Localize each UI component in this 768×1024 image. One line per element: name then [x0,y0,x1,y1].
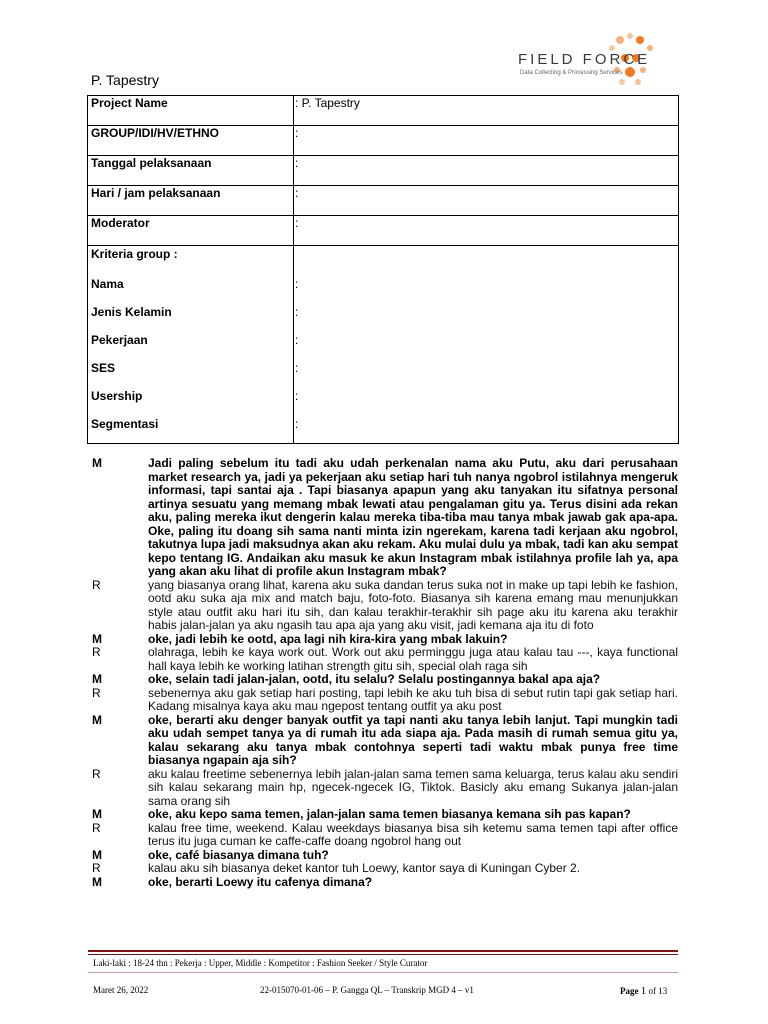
transcript-line [92,579,678,633]
speaker-label: R [92,577,101,592]
transcript-line [92,808,678,822]
transcript-line [92,687,678,714]
criteria-heading: Kriteria group : [91,247,178,261]
transcript-line [92,673,678,687]
transcript-line [92,646,678,673]
criteria-value: : [295,389,299,403]
info-label: Project Name [88,96,294,126]
company-logo [512,30,677,90]
transcript-line [92,768,678,809]
speaker-label: M [92,672,102,686]
utterance-text: Jadi paling sebelum itu tadi aku udah perkenalan nama aku Putu, aku dari perusahaan market research ya, jadi ya pekerjaan aku setiap hari tuh nanya ngobrol istilahnya mengeruk informasi, tapi santai aja . Tapi biasanya apapun yang aku tanyakan itu sifatnya personal artinya sesuatu yang memang mbak lewati atau pengalaman gitu ya. Terus disini ada rekan aku, paling mereka ikut dengerin kalau mereka tiba-tiba mau tanya mbak jawab gak apa-apa. Oke, paling itu doang sih sama nanti minta izin ngerekam, karena tadi kerjaan aku ngobrol, takutnya lupa jadi maksudnya akan aku rekam. Aku mulai dulu ya mbak, tadi kan aku sempat kepo tentang IG. Andaikan aku masuk ke akun Instagram mbak istilahnya profile lah ya, apa yang akan aku lihat di profile akun Instagram mbak? [148,456,678,578]
info-row [88,96,679,126]
project-info-table [87,95,679,444]
speaker-label: R [92,766,101,781]
utterance-text: oke, café biasanya dimana tuh? [148,847,329,862]
criteria-value: : [295,333,299,347]
utterance-text: sebenernya aku gak setiap hari posting, tapi lebih ke aku tuh bisa di sebut rutin tapi gak setiap hari. Kadang misalnya kaya aku mau ngepost tentang outfit ya aku post [148,685,678,713]
criteria-label: Usership [91,389,143,403]
info-row [88,126,679,156]
speaker-label: R [92,645,101,659]
criteria-row [88,246,679,444]
page-number: 1 [640,985,647,997]
utterance-text: kalau free time, weekend. Kalau weekdays biasanya bisa sih ketemu sama temen tapi after office terus itu juga cuman ke caffe-caffe doang ngobrol hang out [148,820,678,848]
speaker-label: M [92,456,102,470]
utterance-text: oke, aku kepo sama temen, jalan-jalan sama temen biasanya kemana sih pas kapan? [148,807,631,821]
utterance-text: oke, selain tadi jalan-jalan, ootd, itu selalu? Selalu postingannya bakal apa aja? [148,672,601,686]
transcript-line [92,822,678,849]
criteria-value: : [295,361,299,375]
utterance-text: oke, berarti Loewy itu cafenya dimana? [148,874,373,889]
info-row [88,156,679,186]
speaker-label: M [92,807,102,821]
info-value: : P. Tapestry [294,96,679,126]
transcript-line [92,876,678,890]
utterance-text: oke, jadi lebih ke ootd, apa lagi nih kira-kira yang mbak lakuin? [148,631,508,646]
transcript-line [92,457,678,579]
page-indicator [620,985,667,997]
info-label: Tanggal pelaksanaan [88,156,294,186]
utterance-text: kalau aku sih biasanya deket kantor tuh Loewy, kantor saya di Kuningan Cyber 2. [148,861,581,875]
utterance-text: yang biasanya orang lihat, karena aku suka dandan terus suka not in make up tapi lebih ke fashion, ootd aku suka aja mix and match baju, foto-foto. Biasanya sih karena emang mau menunjukkan style atau outfit aku hari itu sih, dan kalau terakhir-terakhir sih page aku itu karena aku terakhir habis jalan-jalan ya aku ngasih tau apa aja yang aku visit, jadi kemana aja itu di foto [148,577,678,632]
criteria-value: : [295,277,299,291]
criteria-values [294,246,679,444]
criteria-labels [88,246,294,444]
logo-brand-text: FIELD FORCE [518,51,651,68]
transcript [92,457,678,889]
speaker-label: M [92,847,102,862]
respondent-criteria-note: Laki-laki : 18-24 thn : Pekerja : Upper, Middle : Kompetitor : Fashion Seeker / Style Curator [93,958,428,968]
speaker-label: R [92,861,101,875]
transcript-line [92,849,678,863]
footer-divider [88,972,678,973]
utterance-text: olahraga, lebih ke kaya work out. Work out aku perminggu juga atau kalau tau ---, kaya functional hall kaya lebih ke working latihan strength gitu sih, special olah raga sih [148,645,678,673]
info-label: Hari / jam pelaksanaan [88,186,294,216]
footer-doc-code: 22-015070-01-06 – P. Gangga QL – Transkrip MGD 4 – v1 [260,985,474,995]
info-value: : [294,156,679,186]
footer-rule [88,950,678,952]
criteria-label: Nama [91,277,124,291]
info-row [88,216,679,246]
speaker-label: M [92,631,102,646]
criteria-label: Jenis Kelamin [91,305,172,319]
utterance-text: oke, berarti aku denger banyak outfit ya tapi nanti aku tanya lebih lanjut. Tapi mungkin tadi aku udah sempet tanya ya di rumah itu ada siapa aja. Pada masih di rumah semua gitu ya, kalau sekarang aku tanya mbak contohnya seperti tadi waktu mbak punya free time biasanya ngapain aja sih? [148,712,678,767]
footer-rule [88,954,678,955]
speaker-label: R [92,685,101,700]
speaker-label: M [92,874,102,889]
logo-tagline: Data Collecting & Processing Services [520,70,623,76]
info-label: Moderator [88,216,294,246]
footer-date: Maret 26, 2022 [93,985,149,995]
speaker-label: M [92,712,102,727]
info-row [88,186,679,216]
speaker-label: R [92,820,101,835]
page-label: Page [620,986,639,996]
info-value: : [294,186,679,216]
page-total: of 13 [648,986,668,996]
criteria-label: SES [91,361,116,375]
document-title: P. Tapestry [91,72,159,88]
info-label: GROUP/IDI/HV/ETHNO [88,126,294,156]
info-value: : [294,126,679,156]
criteria-value: : [295,417,299,431]
info-value: : [294,216,679,246]
transcript-line [92,862,678,876]
criteria-value: : [295,305,299,319]
transcript-line [92,714,678,768]
criteria-label: Segmentasi [91,417,159,431]
utterance-text: aku kalau freetime sebenernya lebih jalan-jalan sama temen sama keluarga, terus kalau aku sendiri sih kalau sekarang main hp, ngecek-ngecek IG, Tiktok. Basicly aku emang Sukanya jalan-jalan sama orang sih [148,766,678,808]
criteria-label: Pekerjaan [91,333,148,347]
transcript-line [92,633,678,647]
